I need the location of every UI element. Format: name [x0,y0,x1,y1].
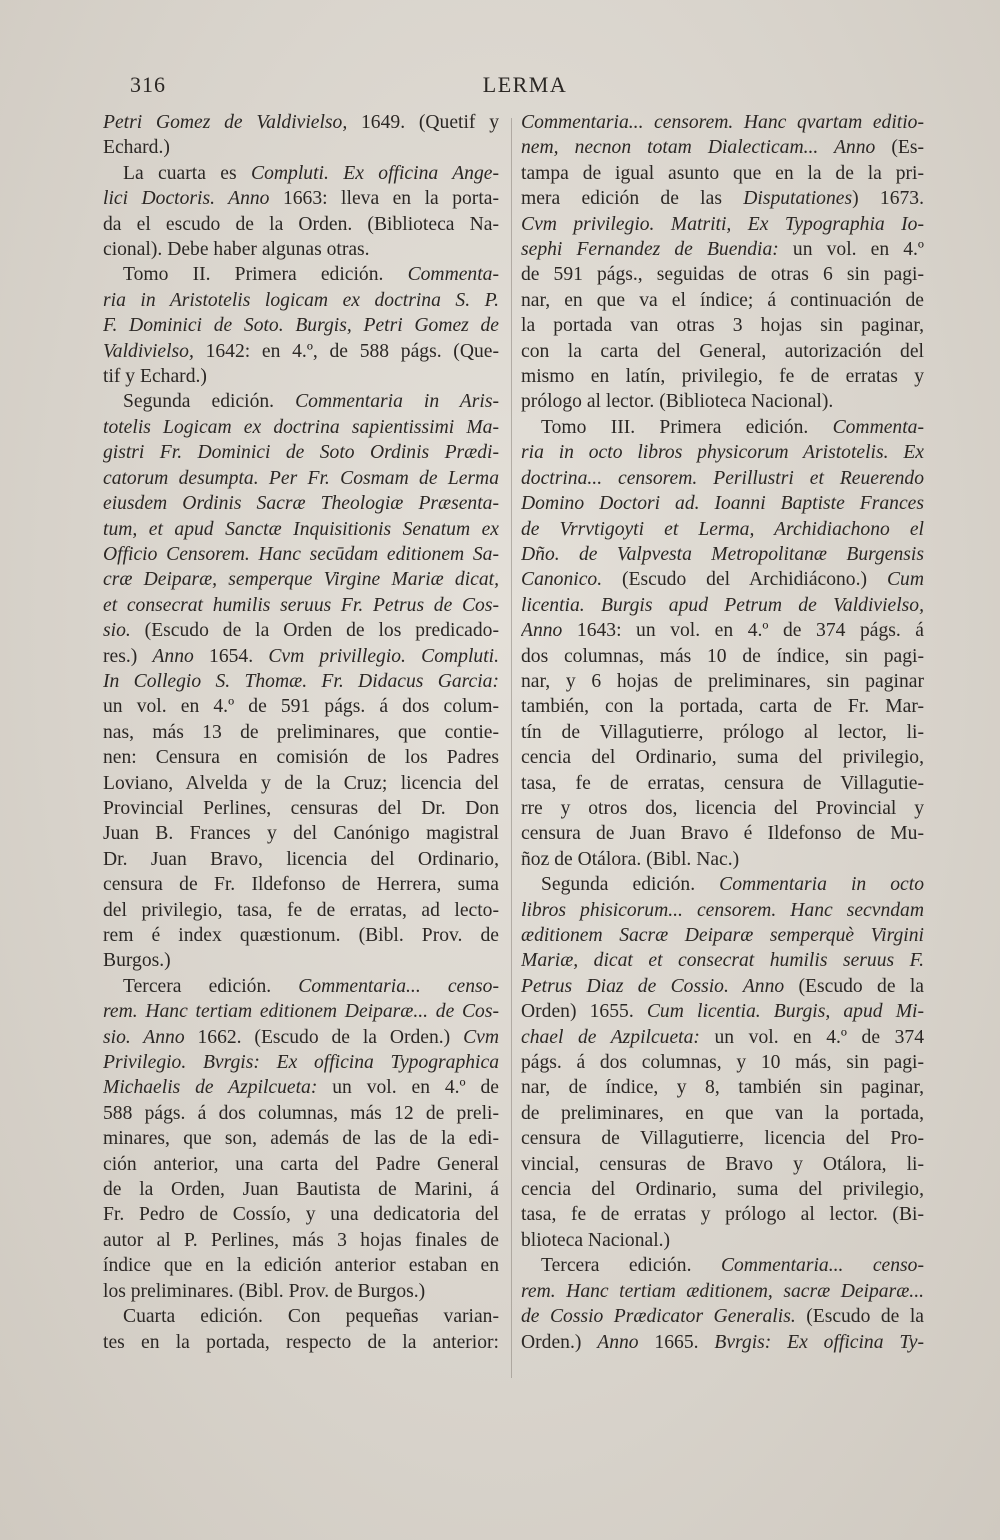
text-line: cional). Debe haber algunas otras. [103,239,370,261]
text-line: Mariæ, dicat et consecrat humilis seruus F. [521,950,924,972]
text-line: de Cossio Prædicator Generalis. (Escudo de la [521,1306,924,1328]
text-line: tasa, fe de erratas, censura de Villagutie- [521,772,924,794]
text-line: ria in Aristotelis logicam ex doctrina S. P. [103,289,499,311]
text-line: de 591 págs., seguidas de otras 6 sin pagi- [521,264,924,286]
text-line: un vol. en 4.º de 591 págs. á dos colum- [103,696,499,718]
text-line: minares, que son, además de las de la edi- [103,1128,499,1150]
text-line: Fr. Pedro de Cossío, y una dedicatoria del [103,1204,499,1226]
text-line: Tomo III. Primera edición. Commenta- [541,416,924,438]
text-line: mismo en latín, privilegio, fe de erratas y [521,366,924,388]
text-line: Orden.) Anno 1665. Bvrgis: Ex officina Ty- [521,1331,924,1353]
text-line: sio. Anno 1662. (Escudo de la Orden.) Cvm [103,1026,499,1048]
text-line: lici Doctoris. Anno 1663: lleva en la porta- [103,188,499,210]
text-line: rem é index quæstionum. (Bibl. Prov. de [103,925,499,946]
text-line: Tercera edición. Commentaria... censo- [541,1255,924,1277]
running-head: LERMA [482,72,568,97]
text-line: F. Dominici de Soto. Burgis, Petri Gomez de [103,315,499,337]
left-text-column [103,110,499,1355]
text-line: Privilegio. Bvrgis: Ex officina Typographica [103,1052,499,1074]
text-line: págs. á dos columnas, y 10 más, sin pagi- [521,1052,924,1074]
text-line: también, con la portada, carta de Fr. Mar- [521,696,924,718]
text-line: nar, y 6 hojas de preliminares, sin paginar [521,670,924,692]
text-line: rre y otros dos, licencia del Provincial y [521,797,924,819]
text-line: Tomo II. Primera edición. Commenta- [123,264,499,286]
text-line: La cuarta es Compluti. Ex officina Ange- [123,162,499,184]
text-line: índice que en la edición anterior estaban en [103,1255,499,1277]
text-line: del privilegio, tasa, fe de erratas, ad lecto- [103,899,499,921]
text-line: tum, et apud Sanctæ Inquisitionis Senatum ex [103,518,499,540]
text-line: catorum desumpta. Per Fr. Cosmam de Lerma [103,467,499,489]
text-line: la portada van otras 3 hojas sin paginar, [521,315,924,337]
text-line: Tercera edición. Commentaria... censo- [123,975,499,997]
text-line: nem, necnon totam Dialecticam... Anno (Es- [521,137,924,159]
text-line: censura de Villagutierre, licencia del Pro- [521,1128,924,1150]
text-line: chael de Azpilcueta: un vol. en 4.º de 374 [521,1026,924,1048]
text-line: Petrus Diaz de Cossio. Anno (Escudo de la [521,975,924,997]
text-line: Cuarta edición. Con pequeñas varian- [123,1306,499,1328]
text-line: Loviano, Alvelda y de la Cruz; licencia del [103,772,499,794]
text-line: totelis Logicam ex doctrina sapientissimi Ma- [103,416,499,438]
text-line: Segunda edición. Commentaria in octo [541,874,924,896]
text-line: Canonico. (Escudo del Archidiácono.) Cum [521,569,924,591]
text-line: Dño. de Valpvesta Metropolitanæ Burgensis [521,543,924,565]
text-line: nar, en que va el índice; á continuación de [521,289,924,311]
text-line: nen: Censura en comisión de los Padres [103,747,499,769]
text-line: Orden) 1655. Cum licentia. Burgis, apud Mi- [521,1001,924,1023]
page-number: 316 [130,72,166,97]
text-line: res.) Anno 1654. Cvm privillegio. Compluti. [103,645,499,667]
text-line: tes en la portada, respecto de la anterior: [103,1331,499,1353]
text-line: Commentaria... censorem. Hanc qvartam editio- [521,112,924,133]
text-line: ción anterior, una carta del Padre General [103,1153,499,1175]
text-line: Provincial Perlines, censuras del Dr. Don [103,797,499,819]
text-line: censura de Juan Bravo é Ildefonso de Mu- [521,823,924,845]
text-line: Cvm privilegio. Matriti, Ex Typographia Io- [521,213,924,235]
text-line: libros phisicorum... censorem. Hanc secvndam [521,899,924,921]
text-line: Valdivielso, 1642: en 4.º, de 588 págs. (Que- [103,340,499,362]
text-line: Michaelis de Azpilcueta: un vol. en 4.º de [103,1077,499,1099]
text-line: los preliminares. (Bibl. Prov. de Burgos.) [103,1280,426,1302]
text-line: sephi Fernandez de Buendia: un vol. en 4.º [521,239,924,261]
text-line: tasa, fe de erratas y prólogo al lector. (Bi- [521,1204,924,1226]
text-line: da el escudo de la Orden. (Biblioteca Na- [103,213,499,235]
text-line: con la carta del General, autorización del [521,340,924,362]
text-line: Anno 1643: un vol. en 4.º de 374 págs. á [521,620,924,642]
text-line: æditionem Sacræ Deiparæ semperquè Virgini [521,925,924,946]
text-line: blioteca Nacional.) [521,1229,671,1251]
text-line: 588 págs. á dos columnas, más 12 de preli- [103,1102,499,1124]
text-line: tín de Villagutierre, prólogo al lector, li- [521,721,924,743]
text-line: censura de Fr. Ildefonso de Herrera, suma [103,874,499,896]
text-line: gistri Fr. Dominici de Soto Ordinis Prædi- [103,442,499,464]
text-line: Segunda edición. Commentaria in Aris- [123,391,499,413]
text-line: cræ Deiparæ, semperque Virgine Mariæ dicat, [103,569,499,591]
text-line: ñoz de Otálora. (Bibl. Nac.) [521,848,740,870]
text-line: licentia. Burgis apud Petrum de Valdivielso, [521,594,924,616]
text-line: tif y Echard.) [103,366,207,388]
text-line: Domino Doctori ad. Ioanni Baptiste Frances [521,493,924,515]
text-line: de la Orden, Juan Bautista de Marini, á [103,1179,499,1201]
text-line: de preliminares, en que van la portada, [521,1102,924,1124]
text-line: nar, de índice, y 8, también sin paginar, [521,1077,924,1099]
text-line: Petri Gomez de Valdivielso, 1649. (Quetif y [103,112,499,133]
text-line: Echard.) [103,137,170,159]
text-line: doctrina... censorem. Perillustri et Reuerendo [521,467,924,489]
text-line: cencia del Ordinario, suma del privilegio, [521,1179,924,1201]
text-line: ria in octo libros physicorum Aristotelis. Ex [521,442,924,464]
text-line: dos columnas, más 10 de índice, sin pagi- [521,645,924,667]
text-line: prólogo al lector. (Biblioteca Nacional). [521,391,834,413]
text-line: de Vrrvtigoyti et Lerma, Archidiachono el [521,518,924,540]
text-line: rem. Hanc tertiam editionem Deiparæ... de Cos- [103,1001,499,1023]
text-line: eiusdem Ordinis Sacræ Theologiæ Præsenta- [103,493,499,515]
page-header [130,72,930,106]
text-line: autor al P. Perlines, más 3 hojas finales de [103,1229,499,1251]
text-line: Juan B. Frances y del Canónigo magistral [103,823,499,845]
text-line: vincial, censuras de Bravo y Otálora, li- [521,1153,924,1175]
text-line: rem. Hanc tertiam æditionem, sacræ Deiparæ... [521,1280,924,1302]
text-line: tampa de igual asunto que en la de la pri- [521,162,924,184]
text-line: Dr. Juan Bravo, licencia del Ordinario, [103,848,499,870]
text-line: Officio Censorem. Hanc secūdam editionem Sa- [103,543,499,565]
text-line: et consecrat humilis seruus Fr. Petrus de Cos- [103,594,499,616]
text-line: Burgos.) [103,950,171,972]
text-line: In Collegio S. Thomæ. Fr. Didacus Garcia: [103,670,499,692]
text-line: cencia del Ordinario, suma del privilegio, [521,747,924,769]
text-line: sio. (Escudo de la Orden de los predicado- [103,620,499,642]
text-line: mera edición de las Disputationes) 1673. [521,188,924,210]
column-divider [511,118,512,1378]
right-text-column [521,110,924,1355]
text-line: nas, más 13 de preliminares, que contie- [103,721,499,743]
